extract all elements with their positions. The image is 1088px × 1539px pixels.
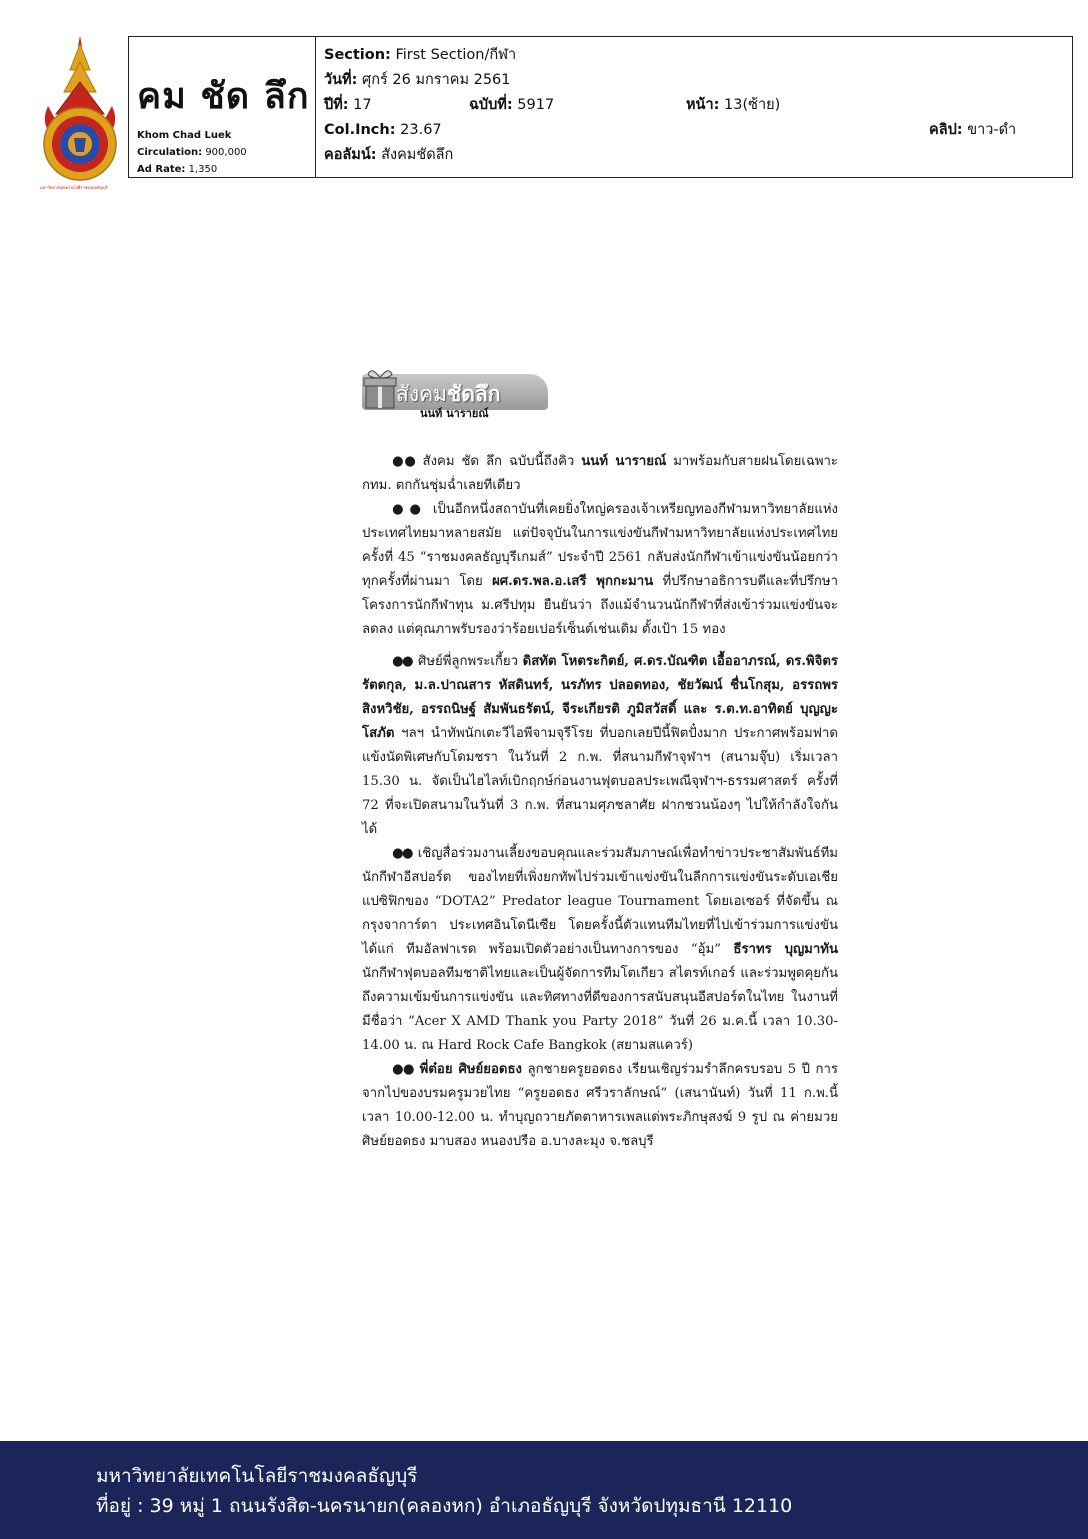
circulation-label: Circulation: <box>137 147 203 158</box>
article-paragraph <box>362 842 838 1058</box>
bullet-dots: ●● <box>392 454 417 469</box>
clip-value: ขาว-ดำ <box>967 122 1017 138</box>
clipping-header <box>128 36 1073 178</box>
clipping-details <box>324 43 1062 168</box>
paragraph-text: เชิญสื่อร่วมงานเลี้ยงขอบคุณและร่วมสัมภาษณ์เพื่อทำข่าวประชาสัมพันธ์ทีมนักกีฬาอีสปอร์ต ของไทยที่เพิ่งยกทัพไปร่วมเข้าแข่งขันในลีกการแข่งขันระดับเอเชียแปซิฟิกของ “DOTA2” Predator league Tournament โดยเอเซอร์ ที่จัดขึ้น ณ กรุงจาการ์ตา ประเทศอินโดนีเซีย โดยครั้งนี้ตัวแทนทีมไทยที่ไปเข้าร่วมการแข่งขัน ได้แก่ ทีมอัลฟาเรด พร้อมเปิดตัวอย่างเป็นทางการของ “อุ้ม” <box>362 846 838 957</box>
column-label: คอลัมน์: <box>324 147 377 163</box>
issue-label: ฉบับที่: <box>469 97 513 113</box>
highlight-name: ธีราทร บุญมาทัน <box>733 942 838 957</box>
bullet-dots: ●● <box>392 846 412 861</box>
newspaper-name-en: Khom Chad Luek <box>137 130 232 141</box>
footer-university-name: มหาวิทยาลัยเทคโนโลยีราชมงคลธัญบุรี <box>96 1465 418 1487</box>
newspaper-meta <box>137 127 247 178</box>
highlight-name: ผศ.ดร.พล.อ.เสรี พุกกะมาน <box>492 574 654 589</box>
issue-row <box>324 93 1062 118</box>
colinch-row <box>324 118 1062 143</box>
year-value: 17 <box>353 97 372 113</box>
banner-author: นนท์ นารายณ์ <box>420 407 489 420</box>
bullet-dots: ●● <box>392 502 427 517</box>
date-row <box>324 68 1062 93</box>
paragraph-text: มาพร้อมกับสายฝนโดยเฉพาะ กทม. ตกกันชุ่มฉ่ำเลยทีเดียว <box>362 454 839 493</box>
banner-title-b: ชัดลึก <box>446 382 501 406</box>
paragraph-text: ศิษย์พี่ลูกพระเกี้ยว <box>417 654 523 669</box>
article-paragraph <box>362 498 838 642</box>
article-body <box>362 450 838 1154</box>
banner-title-a: สังคม <box>396 382 447 406</box>
adrate-label: Ad Rate: <box>137 164 186 175</box>
university-logo <box>38 34 122 184</box>
highlight-name: นนท์ นารายณ์ <box>581 454 667 469</box>
section-value: First Section/กีฬา <box>395 47 517 63</box>
colinch-label: Col.Inch: <box>324 122 396 138</box>
page-value: 13(ซ้าย) <box>724 97 781 113</box>
clip-label: คลิป: <box>929 122 963 138</box>
colinch-value: 23.67 <box>400 122 442 138</box>
column-value: สังคมชัดลึก <box>381 147 454 163</box>
paragraph-text: ลูกชายครูยอดธง เรียนเชิญร่วมรำลึกครบรอบ 5 ปี การจากไปของบรมครูมวยไทย “ครูยอดธง ศรีวราลักษณ์” (เสนานันท์) วันที่ 11 ก.พ.นี้ เวลา 10.00-12.00 น. ทำบุญถวายภัตตาหารเพลแด่พระภิกษุสงฆ์ 9 รูป ณ ค่ายมวยศิษย์ยอดธง มาบสอง หนองปรือ อ.บางละมุง จ.ชลบุรี <box>362 1062 838 1149</box>
column-row <box>324 143 1062 168</box>
article-paragraph <box>362 650 838 842</box>
column-banner <box>362 366 548 424</box>
highlight-name: พี่ต๋อย ศิษย์ยอดธง <box>419 1062 522 1077</box>
newspaper-info <box>129 37 316 177</box>
article-paragraph <box>362 1058 838 1154</box>
bullet-dots: ●● <box>392 1062 414 1077</box>
section-row <box>324 43 1062 68</box>
section-label: Section: <box>324 47 391 63</box>
date-label: วันที่: <box>324 72 358 88</box>
paragraph-text: เป็นอีกหนึ่งสถาบันที่เคยยิ่งใหญ่ครองเจ้าเหรียญทองกีฬามหาวิทยาลัยแห่งประเทศไทยมาหลายสมัย แต่ปัจจุบันในการแข่งขันกีฬามหาวิทยาลัยแห่งประเทศไทย ครั้งที่ 45 “ราชมงคลธัญบุรีเกมส์” ประจำปี 2561 กลับส่งนักกีฬาเข้าแข่งขันน้อยกว่าทุกครั้งที่ผ่านมา โดย <box>362 502 838 589</box>
paragraph-text: สังคม ชัด ลึก ฉบับนี้ถึงคิว <box>422 454 582 469</box>
newspaper-name: คม ชัด ลึก <box>137 76 310 117</box>
footer-address: ที่อยู่ : 39 หมู่ 1 ถนนรังสิต-นครนายก(คลองหก) อำเภอธัญบุรี จังหวัดปทุมธานี 12110 <box>96 1495 793 1517</box>
paragraph-text: ที่ปรึกษาอธิการบดีและที่ปรึกษาโครงการนักกีฬาทุน ม.ศรีปทุม ยืนยันว่า ถึงแม้จำนวนนักกีฬาที่ส่งเข้าร่วมแข่งขันจะลดลง แต่คุณภาพรับรองว่าร้อยเปอร์เซ็นต์เช่นเดิม ตั้งเป้า 15 ทอง <box>362 574 838 637</box>
issue-value: 5917 <box>517 97 555 113</box>
paragraph-text: ฯลฯ นำทัพนักเตะวีไอพีจามจุรีโรย ที่บอกเลยปีนี้ฟิตปั๋งมาก ประกาศพร้อมฟาดแข้งนัดพิเศษกับโดมชรา ในวันที่ 2 ก.พ. ที่สนามกีฬาจุฬาฯ (สนามจุ๊บ) เริ่มเวลา 15.30 น. จัดเป็นไฮไลท์เบิกฤกษ์ก่อนงานฟุตบอลประเพณีจุฬาฯ-ธรรมศาสตร์ ครั้งที่ 72 ที่จะเปิดสนามในวันที่ 3 ก.พ. ที่สนามศุภชลาศัย ฝากชวนน้องๆ ไปให้กำลังใจกันได้ <box>362 726 838 837</box>
university-footer <box>0 1441 1088 1539</box>
highlight-name: ดิสทัต โหตระกิตย์, ศ.ดร.บัณฑิต เอื้ออาภรณ์, ดร.พิจิตร รัตตกุล, ม.ล.ปาณสาร หัสดินทร์, นรภัทร ปลอดทอง, ชัยวัฒน์ ชื่นโกสุม, อรรถพร สิงหวิชัย, อรรถนิษฐ์ สัมพันธรัตน์, จีระเกียรติ ภูมิสวัสดิ์ และ ร.ต.ท.อาทิตย์ บุญญะโสภัต <box>362 654 838 741</box>
logo-ring-text: มหาวิทยาลัยเทคโนโลยีราชมงคลธัญบุรี <box>40 185 108 190</box>
article-paragraph <box>362 450 838 498</box>
page-label: หน้า: <box>686 97 720 113</box>
circulation-value: 900,000 <box>205 147 247 158</box>
date-value: ศุกร์ 26 มกราคม 2561 <box>362 72 511 88</box>
bullet-dots: ●● <box>392 654 412 669</box>
adrate-value: 1,350 <box>188 164 218 175</box>
year-label: ปีที่: <box>324 97 349 113</box>
paragraph-text: นักกีฬาฟุตบอลทีมชาติไทยและเป็นผู้จัดการทีมโตเกียว สไตรท์เกอร์ และร่วมพูดคุยกันถึงความเข้มข้นการแข่งขัน และทิศทางที่ดีของการสนับสนุนอีสปอร์ตในไทย ในงานที่มีชื่อว่า “Acer X AMD Thank you Party 2018” วันที่ 26 ม.ค.นี้ เวลา 10.30-14.00 น. ณ Hard Rock Cafe Bangkok (สยามสแควร์) <box>362 966 838 1053</box>
gift-box-icon <box>362 366 400 412</box>
